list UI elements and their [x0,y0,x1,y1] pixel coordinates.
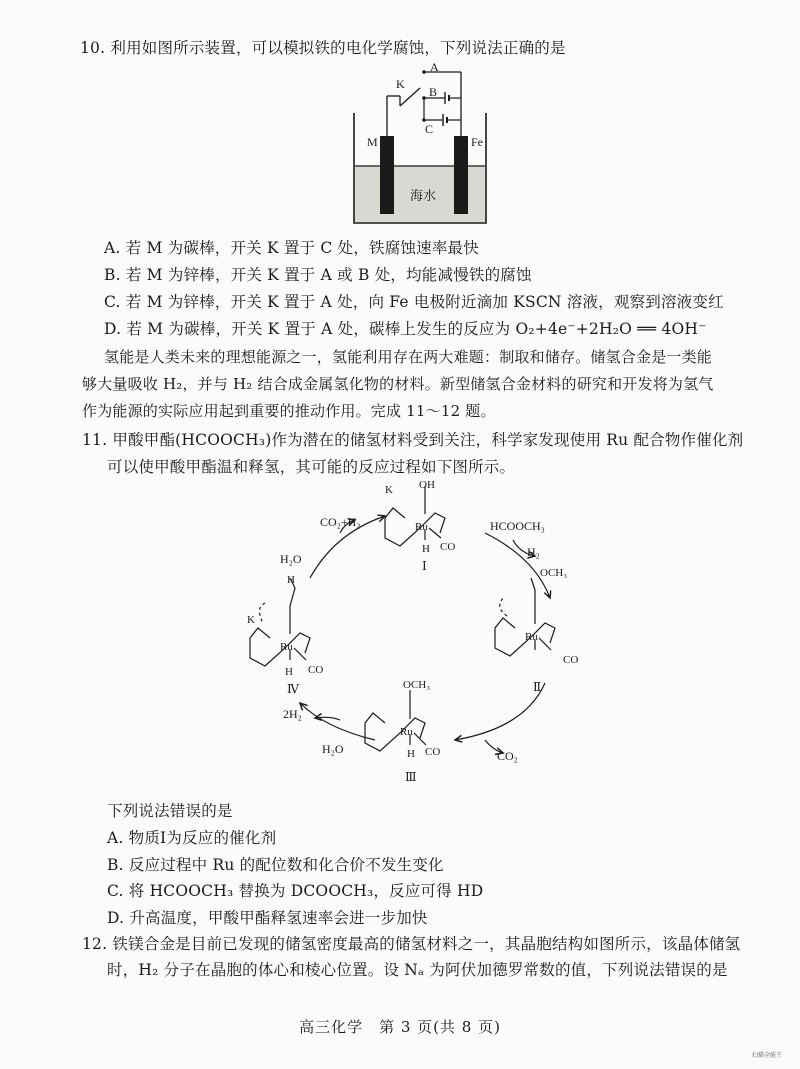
svg-text:CO: CO [308,664,324,676]
q12-stem-line-2: 时，H₂ 分子在晶胞的体心和棱心位置。设 Nₐ 为阿伏加德罗常数的值，下列说法错误的是 [107,961,728,979]
q10-option-a: A. 若 M 为碳棒，开关 K 置于 C 处，铁腐蚀速率最快 [104,239,479,257]
label-seawater: 海水 [410,188,437,203]
q11-option-d: D. 升高温度，甲酸甲酯释氢速率会进一步加快 [107,909,428,927]
svg-text:H: H [287,574,295,586]
label-m: M [367,135,378,149]
svg-text:Ru: Ru [525,631,538,643]
svg-text:CO: CO [563,654,579,666]
label-c: C [425,122,434,136]
fe-electrode [454,136,468,214]
q10-option-c: C. 若 M 为锌棒，开关 K 置于 A 处，向 Fe 电极附近滴加 KSCN 溶液，观察到溶液变红 [104,293,724,311]
q11-option-a: A. 物质Ⅰ为反应的催化剂 [107,829,277,847]
q11-stem-line-1: 11. 甲酸甲酯(HCOOCH₃)作为潜在的储氢材料受到关注，科学家发现使用 Ru 配合物作催化剂 [82,431,744,449]
svg-text:OCH₃: OCH₃ [540,567,568,579]
svg-text:H: H [422,543,430,555]
label-complex-iv: Ⅳ [287,682,299,696]
q11-option-b: B. 反应过程中 Ru 的配位数和化合价不发生变化 [107,856,444,874]
q12-stem-line-1: 12. 铁镁合金是目前已发现的储氢密度最高的储氢材料之一，其晶胞结构如图所示，该晶体储氢 [82,935,741,953]
svg-text:CO: CO [440,541,456,553]
electrochem-apparatus-figure [340,58,510,228]
q11-question: 下列说法错误的是 [107,802,233,820]
q11-stem-line-2: 可以使甲酸甲酯温和释氢，其可能的反应过程如下图所示。 [107,458,516,476]
intro-line-3: 作为能源的实际应用起到重要的推动作用。完成 11～12 题。 [82,402,496,420]
intro-line-2: 够大量吸收 H₂，并与 H₂ 结合成金属氢化物的材料。新型储氢合金材料的研究和开发将为氢气 [82,375,714,393]
svg-text:Ru: Ru [400,726,413,738]
label-complex-i: Ⅰ [422,559,427,573]
label-co2-h2: CO₂+H₂ [320,515,361,529]
q10-option-b: B. 若 M 为锌棒，开关 K 置于 A 或 B 处，均能减慢铁的腐蚀 [104,266,532,284]
label-h2o-bottom: H₂O [322,742,344,756]
label-complex-iii: Ⅲ [405,770,417,784]
q11-option-c: C. 将 HCOOCH₃ 替换为 DCOOCH₃，反应可得 HD [107,882,484,900]
svg-text:H: H [407,748,415,760]
page-footer: 高三化学 第 3 页(共 8 页) [299,1018,501,1036]
svg-text:K: K [247,614,255,626]
label-k: K [396,77,405,91]
ru-catalytic-cycle-figure [235,478,605,794]
svg-text:Ru: Ru [415,521,428,533]
svg-text:OCH₃: OCH₃ [403,679,431,691]
svg-text:H: H [285,666,293,678]
label-h2o-top: H₂O [280,552,302,566]
q10-option-d: D. 若 M 为碳棒，开关 K 置于 A 处，碳棒上发生的反应为 O₂+4e⁻+2H₂O ══ 4OH⁻ [104,320,707,338]
svg-text:CO: CO [425,746,441,758]
label-hcooch3: HCOOCH₃ [490,519,545,533]
svg-text:Ru: Ru [280,641,293,653]
m-electrode [380,136,394,214]
label-fe: Fe [471,135,483,149]
label-a: A [430,60,439,74]
intro-line-1: 氢能是人类未来的理想能源之一，氢能利用存在两大难题：制取和储存。储氢合金是一类能 [104,348,713,366]
q10-stem: 10. 利用如图所示装置，可以模拟铁的电化学腐蚀，下列说法正确的是 [80,39,566,57]
label-co2: CO₂ [497,749,518,763]
scanner-watermark: 扫描全能王 [751,1052,782,1059]
label-h2: H₂ [527,545,540,559]
label-complex-ii: Ⅱ [533,680,542,694]
svg-text:OH: OH [419,479,435,491]
label-two-h2: 2H₂ [283,707,302,721]
svg-text:K: K [385,484,393,496]
label-b: B [429,85,438,99]
